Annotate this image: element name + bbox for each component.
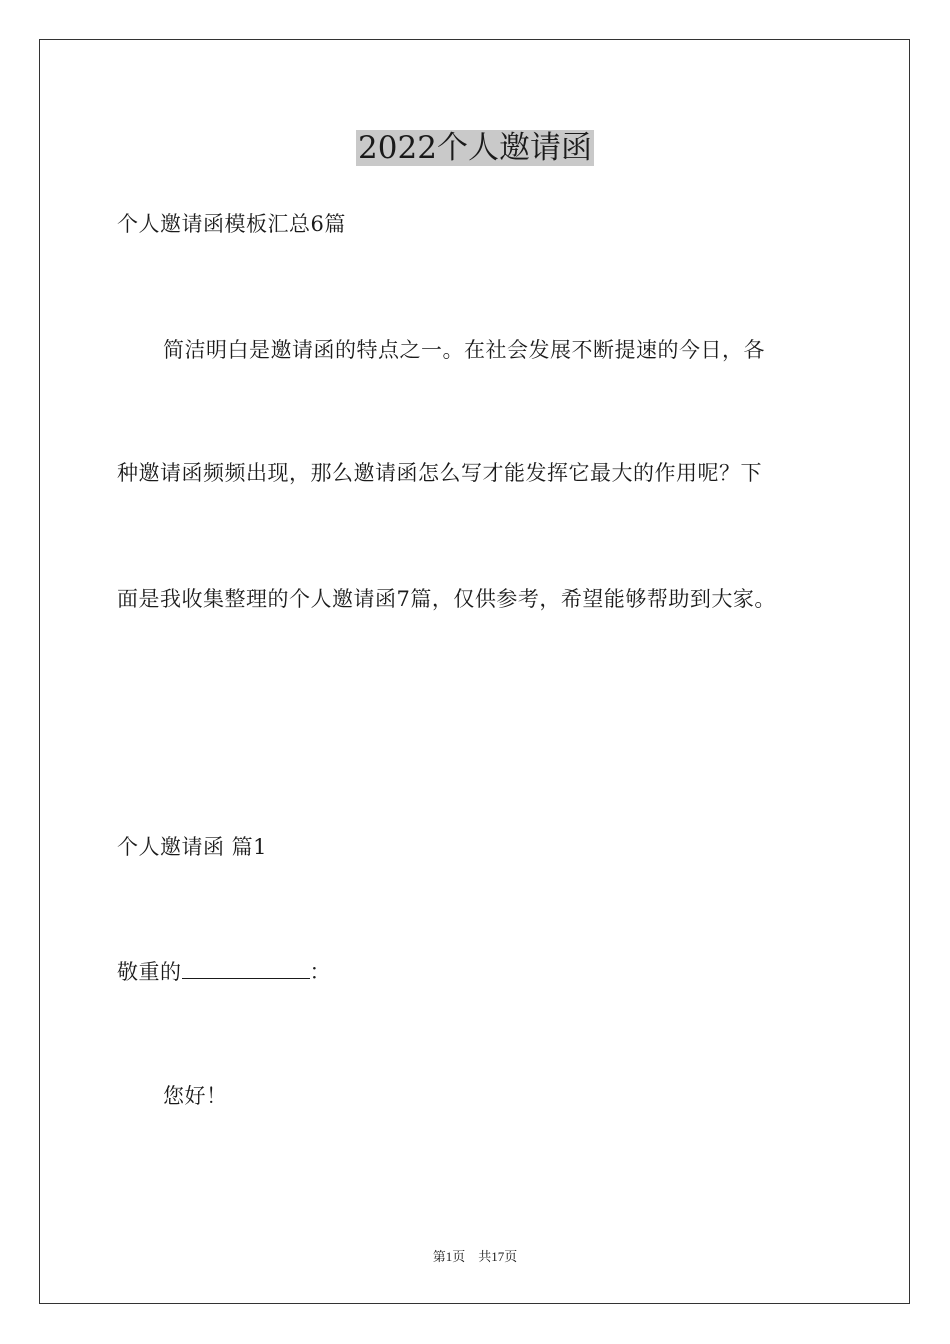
recipient-blank — [182, 960, 310, 979]
document-title — [0, 128, 950, 168]
intro-line-1: 简洁明白是邀请函的特点之一。在社会发展不断提速的今日，各 — [163, 338, 765, 362]
document-title-text: 2022个人邀请函 — [358, 130, 592, 166]
salutation-suffix: ： — [309, 960, 331, 984]
greeting: 您好！ — [163, 1084, 228, 1108]
section-heading: 个人邀请函 篇1 — [117, 835, 268, 859]
salutation-prefix: 敬重的 — [117, 960, 182, 984]
intro-line-2: 种邀请函频频出现，那么邀请函怎么写才能发挥它最大的作用呢？下 — [117, 461, 762, 485]
page-number-footer: 第1页 共17页 — [432, 1249, 518, 1264]
intro-line-3: 面是我收集整理的个人邀请函7篇，仅供参考，希望能够帮助到大家。 — [117, 587, 776, 611]
document-subtitle: 个人邀请函模板汇总6篇 — [117, 212, 346, 236]
salutation-line — [117, 958, 331, 986]
